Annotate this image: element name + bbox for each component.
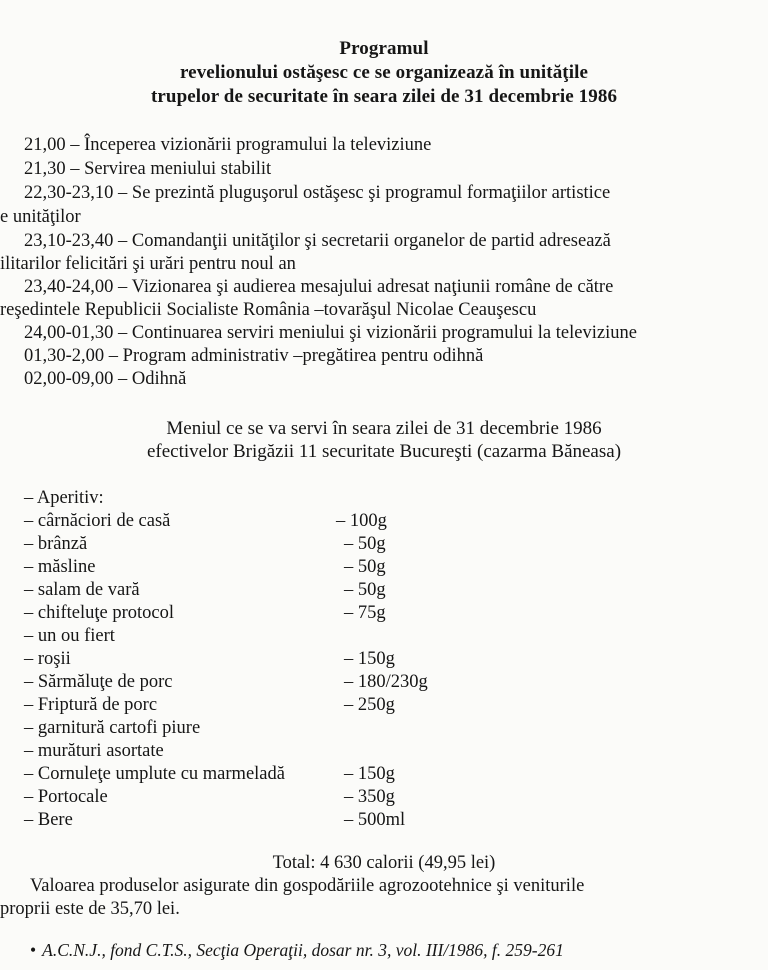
menu-item: – Friptură de porc	[24, 695, 158, 715]
menu-item: – chifteluţe protocol	[24, 603, 175, 623]
menu-item: – garnitură cartofi piure	[24, 718, 201, 738]
note-line-1: Valoarea produselor asigurate din gospodăriile agrozootehnice şi veniturile	[30, 876, 585, 896]
title-line-1: Programul	[339, 38, 429, 59]
bullet-icon: •	[30, 940, 37, 960]
menu-title-line-1: Meniul ce se va servi în seara zilei de 31 decembrie 1986	[166, 418, 602, 439]
menu-item: – Portocale	[24, 787, 108, 807]
title-line-2: revelionului ostăşesc ce se organizează în unităţile	[179, 62, 589, 83]
menu-item-quantity: – 50g	[344, 580, 386, 600]
menu-item: – Cornuleţe umplute cu marmeladă	[24, 764, 285, 784]
schedule-entry-continuation: e unităţilor	[0, 207, 81, 227]
total-line: Total: 4 630 calorii (49,95 lei)	[272, 853, 496, 873]
menu-item: – salam de vară	[24, 580, 140, 600]
menu-item-quantity: – 50g	[344, 557, 386, 577]
menu-item: – Bere	[24, 810, 73, 830]
schedule-entry-continuation: ilitarilor felicitări şi urări pentru noul an	[0, 254, 296, 274]
menu-item-quantity: – 500ml	[344, 810, 406, 830]
menu-item-quantity: – 75g	[344, 603, 386, 623]
menu-item: – un ou fiert	[24, 626, 115, 646]
schedule-entry: 02,00-09,00 – Odihnă	[24, 369, 187, 389]
menu-item-quantity: – 150g	[344, 649, 395, 669]
note-line-2: proprii este de 35,70 lei.	[0, 899, 180, 919]
menu-item-quantity: – 350g	[344, 787, 395, 807]
source-citation	[30, 940, 564, 961]
schedule-entry: 01,30-2,00 – Program administrativ –pregătirea pentru odihnă	[24, 346, 484, 366]
menu-item-quantity: – 250g	[344, 695, 395, 715]
title-line-3: trupelor de securitate în seara zilei de 31 decembrie 1986	[150, 86, 618, 107]
menu-item: – murături asortate	[24, 741, 164, 761]
schedule-entry: 23,10-23,40 – Comandanţii unităţilor şi secretarii organelor de partid adresează	[24, 231, 611, 251]
menu-item-quantity: – 50g	[344, 534, 386, 554]
schedule-entry: 21,00 – Începerea vizionării programului la televiziune	[24, 135, 432, 155]
menu-item: – Aperitiv:	[24, 488, 104, 508]
schedule-entry: 22,30-23,10 – Se prezintă pluguşorul ostăşesc şi programul formaţiilor artistice	[24, 183, 611, 203]
menu-title-line-2: efectivelor Brigăzii 11 securitate Bucureşti (cazarma Băneasa)	[146, 441, 622, 462]
menu-item-quantity: – 180/230g	[344, 672, 428, 692]
menu-item-quantity: – 100g	[336, 511, 387, 531]
schedule-entry: 23,40-24,00 – Vizionarea şi audierea mesajului adresat naţiunii române de către	[24, 277, 614, 297]
menu-item: – brânză	[24, 534, 88, 554]
source-text: A.C.N.J., fond C.T.S., Secţia Operaţii, dosar nr. 3, vol. III/1986, f. 259-261	[42, 940, 564, 960]
schedule-entry-continuation: reşedintele Republicii Socialiste România –tovarăşul Nicolae Ceauşescu	[0, 300, 537, 320]
menu-item: – roşii	[24, 649, 71, 669]
schedule-entry: 21,30 – Servirea meniului stabilit	[24, 159, 272, 179]
menu-item-quantity: – 150g	[344, 764, 395, 784]
schedule-entry: 24,00-01,30 – Continuarea serviri meniului şi vizionării programului la televiziune	[24, 323, 637, 343]
menu-item: – măsline	[24, 557, 96, 577]
menu-item: – cârnăciori de casă	[24, 511, 171, 531]
menu-item: – Sărmăluţe de porc	[24, 672, 173, 692]
